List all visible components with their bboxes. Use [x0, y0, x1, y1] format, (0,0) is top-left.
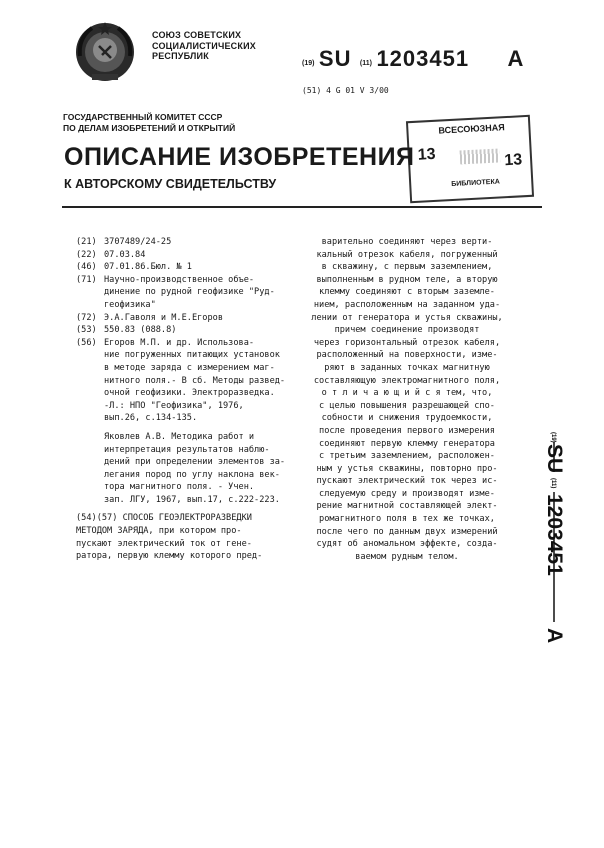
publication-number [302, 46, 524, 72]
text-line: интерпретация результатов наблю- [104, 444, 270, 455]
text-line: причем соединение производят [334, 325, 480, 336]
biblio-text: вып.26, с.134-135. [104, 413, 198, 424]
text-line: клемму соединяют с вторым заземле- [319, 287, 495, 298]
biblio-text: 550.83 (088.8) [104, 325, 177, 336]
text-line: ным у устья скважины, повторно про- [316, 463, 498, 474]
bibliographic-data [76, 236, 286, 425]
text-line: Яковлев А.В. Методика работ и [104, 431, 255, 442]
text-line: собности и снижения трудоемкости, [321, 413, 493, 424]
text-line: (54)(57) СПОСОБ ГЕОЭЛЕКТРОРАЗВЕДКИ [76, 513, 252, 524]
text-line: лении от генератора и устья скважины, [311, 312, 503, 323]
inid-code: (53) [76, 325, 97, 336]
inid-code: (72) [76, 312, 97, 323]
biblio-text: 07.03.84 [104, 249, 146, 260]
document-title: ОПИСАНИЕ ИЗОБРЕТЕНИЯ [64, 143, 415, 171]
biblio-entry [76, 312, 286, 325]
biblio-text: Егоров М.П. и др. Использова- [104, 337, 255, 348]
text-line: после чего по данным двух измерений [316, 526, 498, 537]
claim-start [76, 512, 286, 562]
ussr-emblem [72, 18, 138, 84]
biblio-entry [76, 286, 286, 299]
inid-code: (46) [76, 262, 97, 273]
reference-block [76, 431, 286, 507]
text-line: составляющую электромагнитного поля, [313, 375, 501, 386]
vertical-publication-number [530, 432, 566, 644]
biblio-text: 3707489/24-25 [104, 237, 172, 247]
biblio-text: ние погруженных питающих установок [104, 350, 280, 361]
text-line: соединяют первую клемму генератора [319, 438, 495, 449]
kind-code: A [507, 46, 525, 71]
text-line: о т л и ч а ю щ и й с я тем, что, [321, 388, 493, 399]
header-divider [62, 206, 542, 208]
vertical-patent-number: 1203451 [543, 494, 566, 576]
text-line: пускают электрический ток от гене- [76, 538, 252, 549]
biblio-entry [76, 236, 286, 249]
claim-continuation [288, 236, 526, 563]
inid-code [76, 412, 104, 425]
text-line: следуемую среду и производят изме- [319, 488, 495, 499]
biblio-entry [76, 375, 286, 388]
text-line: легания пород по углу наклона век- [104, 469, 280, 480]
inid-code [76, 362, 104, 375]
biblio-entry [76, 349, 286, 362]
biblio-entry [76, 324, 286, 337]
committee-name [63, 112, 235, 134]
biblio-text: Э.А.Гаволя и М.Е.Егоров [104, 312, 223, 323]
biblio-entry [76, 337, 286, 350]
stamp-text: ВСЕСОЮЗНАЯ [438, 122, 505, 136]
biblio-text: 07.01.86.Бюл. № 1 [104, 262, 192, 273]
biblio-text: Научно-производственное объе- [104, 274, 255, 285]
library-stamp [406, 115, 534, 203]
inid-code: (21) [76, 237, 97, 247]
left-column [76, 236, 286, 563]
stamp-text: БИБЛИОТЕКА [451, 178, 501, 189]
text-line: ромагнитного поля в тех же точках, [319, 514, 495, 525]
text-line: после проведения первого измерения [319, 425, 495, 436]
biblio-entry [76, 249, 286, 262]
text-line: рение магнитной составляющей элект- [316, 501, 498, 512]
biblio-entry [76, 362, 286, 375]
inid-code: (71) [76, 274, 97, 285]
vertical-code-11: (11) [550, 478, 556, 489]
text-line: МЕТОДОМ ЗАРЯДА, при котором про- [76, 526, 242, 537]
ipc-classification: (51) 4 G 01 V 3/00 [302, 86, 389, 95]
biblio-entry [76, 400, 286, 413]
biblio-entry [76, 299, 286, 312]
stamp-text: 13 [503, 151, 523, 170]
vertical-code-19: (19) [550, 432, 556, 443]
text-line: тора магнитного поля. - Учен. [104, 482, 255, 493]
vertical-country-code: SU [543, 444, 566, 474]
biblio-entry [76, 387, 286, 400]
inid-code-19: (19) [302, 60, 315, 67]
inid-code [76, 387, 104, 400]
country-line: СОЮЗ СОВЕТСКИХ [152, 30, 242, 40]
country-code: SU [318, 46, 352, 71]
text-line: ратора, первую клемму которого пред- [76, 551, 263, 562]
inid-code-11: (11) [359, 60, 372, 67]
text-line: зап. ЛГУ, 1967, вып.17, с.222-223. [104, 494, 280, 505]
inid-code: (56) [76, 337, 97, 348]
text-line: варительно соединяют через верти- [321, 237, 493, 247]
inid-code [76, 375, 104, 388]
stamp-smudge [460, 148, 501, 164]
committee-line: ГОСУДАРСТВЕННЫЙ КОМИТЕТ СССР [63, 112, 223, 122]
text-line: расположенный на поверхности, изме- [316, 350, 498, 361]
text-line: ряют в заданных точках магнитную [324, 362, 490, 373]
biblio-text: очной геофизики. Электроразведка. [104, 388, 275, 399]
text-line: через горизонтальный отрезок кабеля, [313, 337, 501, 348]
text-line: нием, расположенным на заданном уда- [313, 299, 501, 310]
inid-code [76, 349, 104, 362]
biblio-text: геофизика" [104, 299, 156, 310]
country-line: РЕСПУБЛИК [152, 51, 209, 61]
inid-code: (22) [76, 249, 97, 260]
inid-code [76, 286, 104, 299]
biblio-entry [76, 412, 286, 425]
biblio-text: динение по рудной геофизике "Руд- [104, 287, 275, 298]
vertical-kind-code: A [543, 628, 566, 644]
text-line: с целью повышения разрешающей спо- [319, 400, 495, 411]
text-line: пускают электрический ток через ис- [316, 476, 498, 487]
text-line: дений при определении элементов за- [104, 457, 286, 468]
biblio-text: в методе заряда с измерением маг- [104, 362, 275, 373]
patent-number: 1203451 [376, 46, 470, 71]
stamp-text: 13 [417, 145, 436, 164]
text-line: с третьим заземлением, расположен- [319, 451, 495, 462]
text-line: судят об аномальном эффекте, созда- [316, 539, 498, 550]
text-line: кальный отрезок кабеля, погруженный [316, 249, 498, 260]
biblio-entry [76, 274, 286, 287]
document-subtitle: К АВТОРСКОМУ СВИДЕТЕЛЬСТВУ [64, 177, 277, 191]
text-line: выполненным в рудном теле, а вторую [316, 274, 498, 285]
biblio-entry [76, 261, 286, 274]
biblio-text: нитного поля.- В сб. Методы развед- [104, 375, 286, 386]
inid-code [76, 299, 104, 312]
committee-line: ПО ДЕЛАМ ИЗОБРЕТЕНИЙ И ОТКРЫТИЙ [63, 123, 236, 133]
text-line: ваемом рудным телом. [355, 551, 459, 562]
biblio-text: -Л.: НПО "Геофизика", 1976, [104, 400, 244, 411]
country-line: СОЦИАЛИСТИЧЕСКИХ [152, 40, 256, 51]
inid-code [76, 400, 104, 413]
country-name [152, 30, 256, 62]
text-line: в скважину, с первым заземлением, [321, 262, 493, 273]
